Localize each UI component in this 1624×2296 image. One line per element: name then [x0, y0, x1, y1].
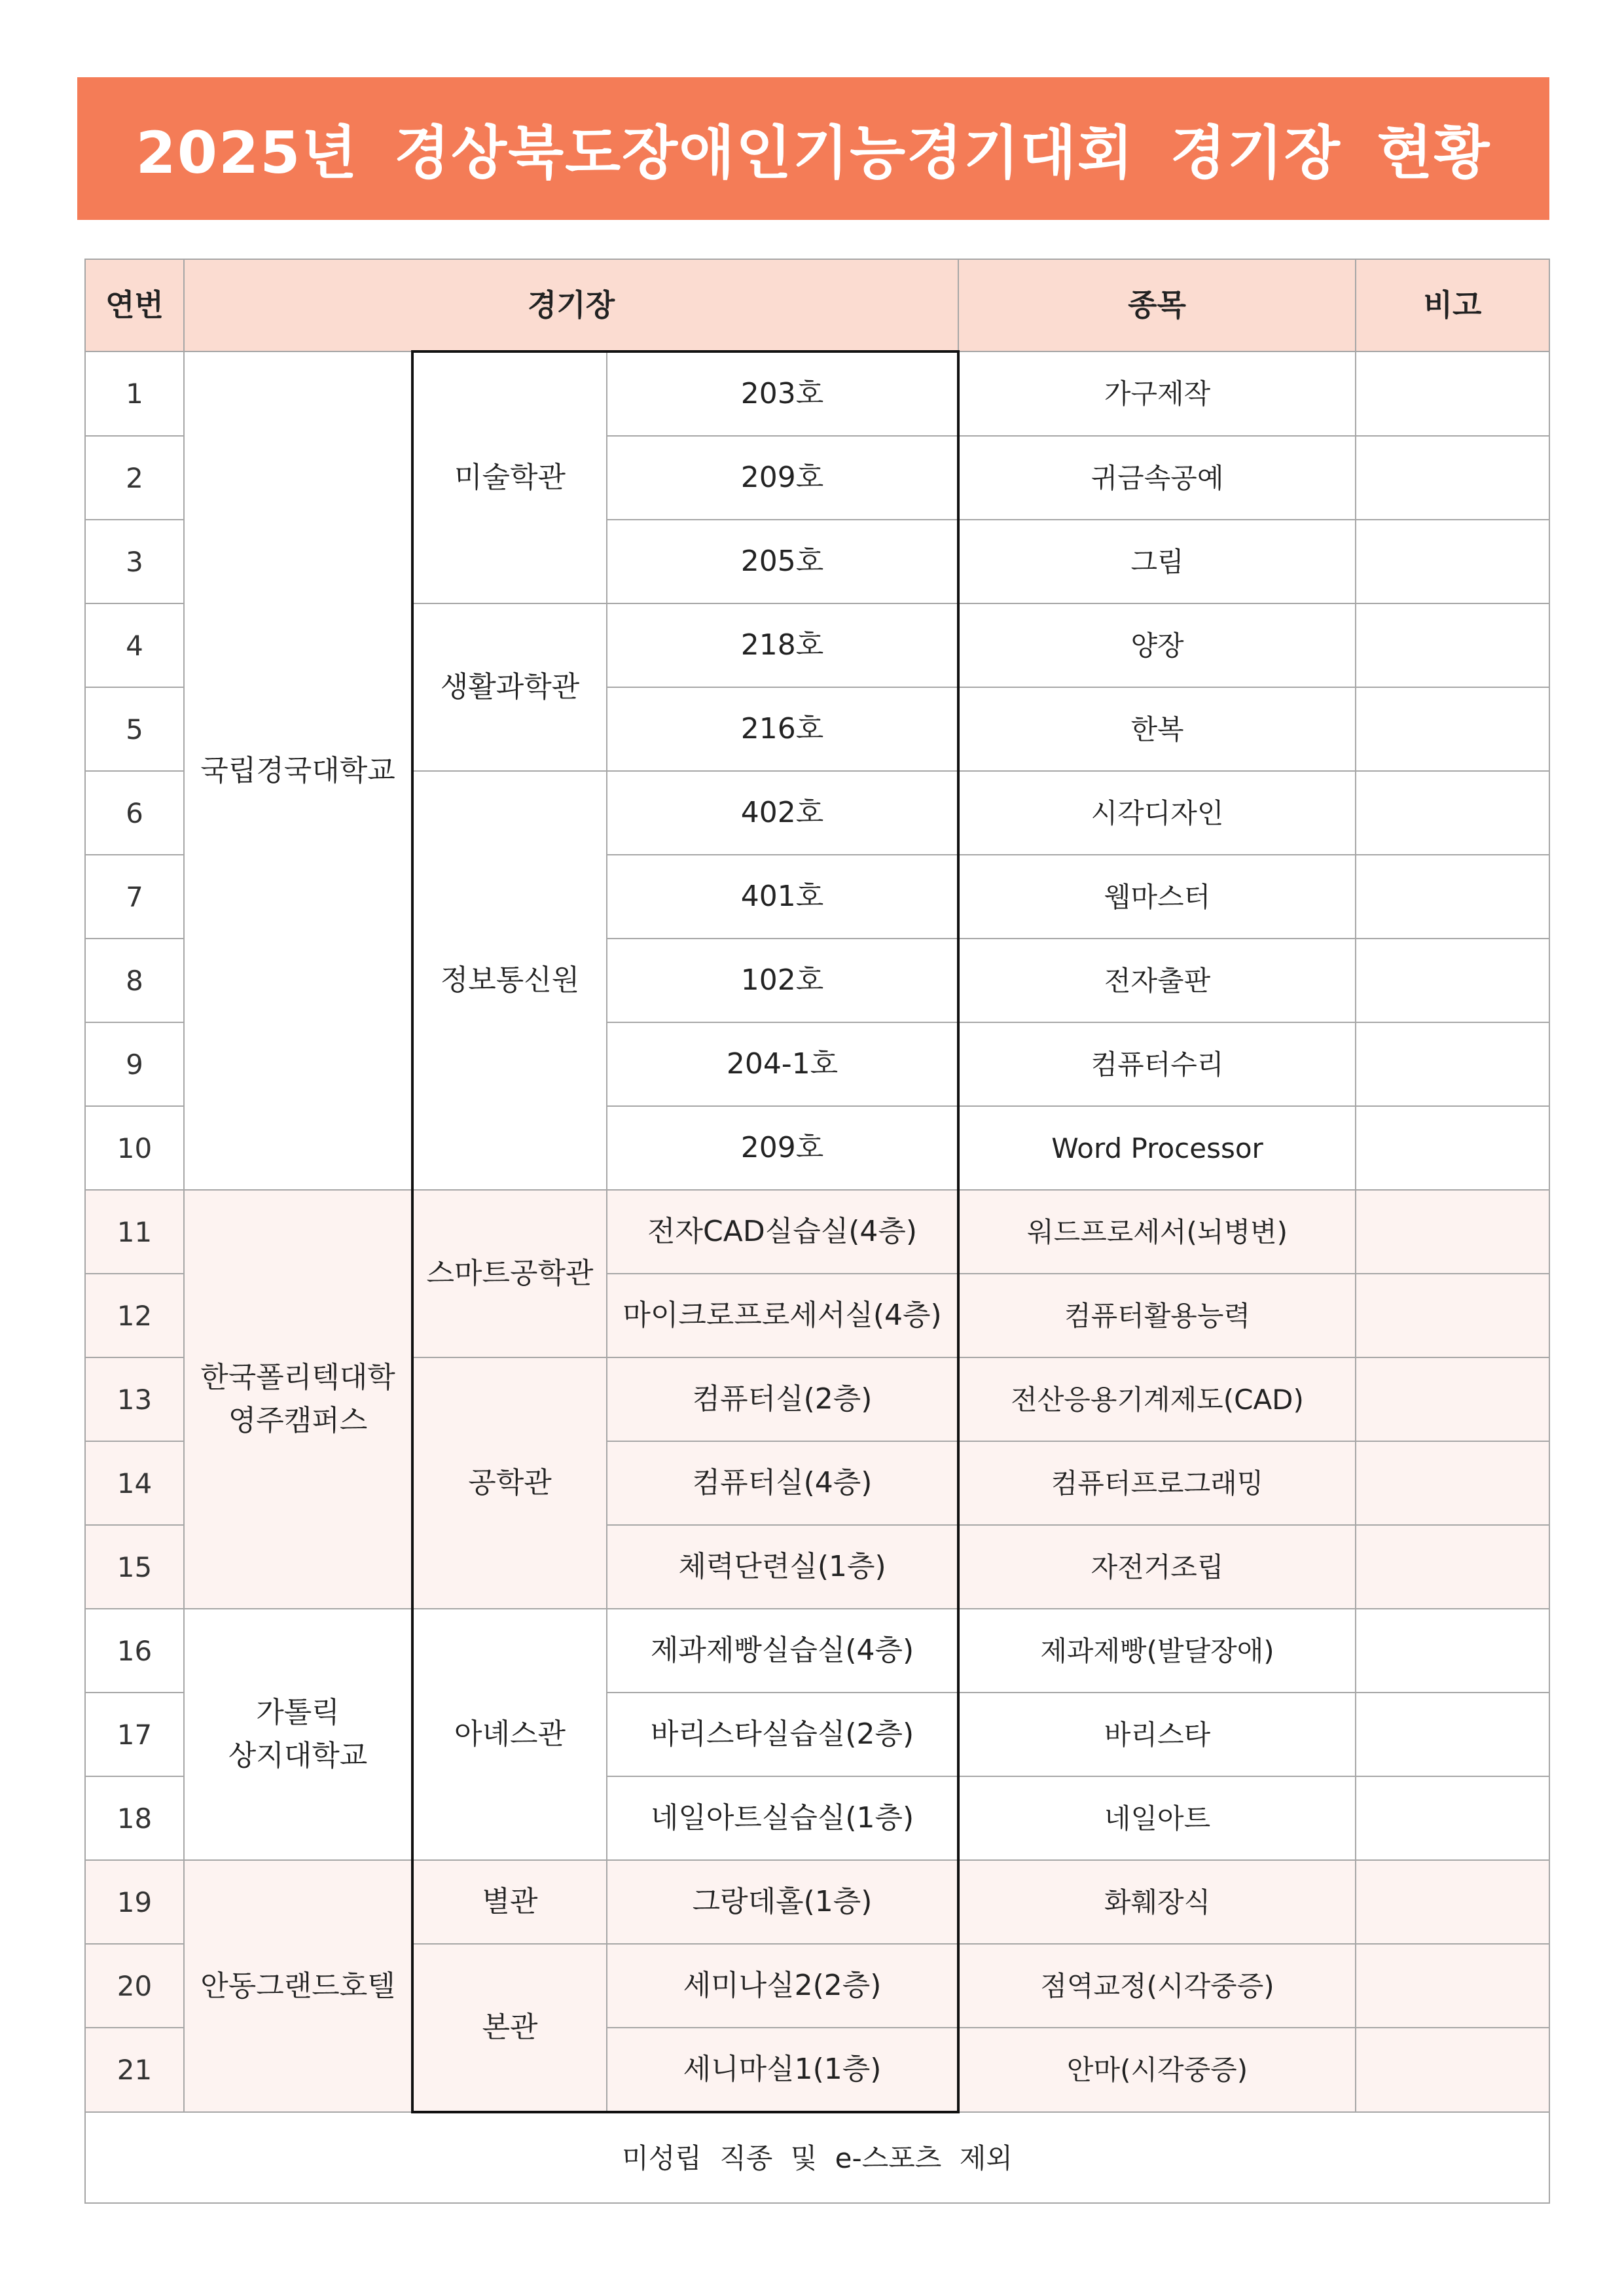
note-cell: [1356, 855, 1549, 939]
title-banner: [77, 77, 1549, 220]
note-cell: [1356, 603, 1549, 687]
event-name: 시각디자인: [958, 771, 1356, 855]
school-name: [184, 1190, 412, 1609]
row-number: 16: [85, 1609, 184, 1693]
table-row: [85, 1190, 1549, 1274]
building-name: 아녜스관: [412, 1609, 607, 1860]
row-number: 21: [85, 2028, 184, 2112]
building-name: 미술학관: [412, 351, 607, 603]
room-name: 제과제빵실습실(4층): [607, 1609, 958, 1693]
event-name: 컴퓨터활용능력: [958, 1274, 1356, 1357]
row-number: 2: [85, 436, 184, 520]
event-name: 귀금속공예: [958, 436, 1356, 520]
row-number: 20: [85, 1944, 184, 2028]
row-number: 11: [85, 1190, 184, 1274]
row-number: 8: [85, 939, 184, 1022]
row-number: 1: [85, 351, 184, 436]
room-name: 세미나실2(2층): [607, 1944, 958, 2028]
header-note: 비고: [1356, 259, 1549, 351]
room-name: 그랑데홀(1층): [607, 1860, 958, 1944]
note-cell: [1356, 1357, 1549, 1441]
note-cell: [1356, 1441, 1549, 1525]
school-name-line2: 영주캠퍼스: [228, 1404, 368, 1437]
room-name: 컴퓨터실(4층): [607, 1441, 958, 1525]
footer-note: 미성립 직종 및 e-스포츠 제외: [85, 2112, 1549, 2203]
building-name: 정보통신원: [412, 771, 607, 1190]
event-name: 워드프로세서(뇌병변): [958, 1190, 1356, 1274]
row-number: 4: [85, 603, 184, 687]
note-cell: [1356, 1022, 1549, 1106]
header-event: 종목: [958, 259, 1356, 351]
event-name: 점역교정(시각중증): [958, 1944, 1356, 2028]
event-name: 네일아트: [958, 1776, 1356, 1860]
room-name: 체력단련실(1층): [607, 1525, 958, 1609]
row-number: 3: [85, 520, 184, 603]
note-cell: [1356, 436, 1549, 520]
note-cell: [1356, 1860, 1549, 1944]
room-name: 바리스타실습실(2층): [607, 1693, 958, 1776]
note-cell: [1356, 1106, 1549, 1190]
row-number: 5: [85, 687, 184, 771]
event-name: 컴퓨터수리: [958, 1022, 1356, 1106]
row-number: 12: [85, 1274, 184, 1357]
room-name: 216호: [607, 687, 958, 771]
school-name: 안동그랜드호텔: [184, 1860, 412, 2112]
page-title: 2025년 경상북도장애인기능경기대회 경기장 현황: [135, 119, 1491, 187]
row-number: 7: [85, 855, 184, 939]
building-name: 생활과학관: [412, 603, 607, 771]
room-name: 203호: [607, 351, 958, 436]
room-name: 218호: [607, 603, 958, 687]
row-number: 15: [85, 1525, 184, 1609]
row-number: 19: [85, 1860, 184, 1944]
table-row: [85, 1860, 1549, 1944]
event-name: 전자출판: [958, 939, 1356, 1022]
room-name: 401호: [607, 855, 958, 939]
row-number: 9: [85, 1022, 184, 1106]
event-name: 전산응용기계제도(CAD): [958, 1357, 1356, 1441]
row-number: 6: [85, 771, 184, 855]
row-number: 18: [85, 1776, 184, 1860]
school-name-line2: 상지대학교: [228, 1739, 368, 1772]
note-cell: [1356, 1274, 1549, 1357]
note-cell: [1356, 771, 1549, 855]
room-name: 209호: [607, 436, 958, 520]
note-cell: [1356, 687, 1549, 771]
row-number: 13: [85, 1357, 184, 1441]
note-cell: [1356, 939, 1549, 1022]
event-name: Word Processor: [958, 1106, 1356, 1190]
note-cell: [1356, 1693, 1549, 1776]
event-name: 안마(시각중증): [958, 2028, 1356, 2112]
note-cell: [1356, 1525, 1549, 1609]
event-name: 자전거조립: [958, 1525, 1356, 1609]
note-cell: [1356, 1609, 1549, 1693]
room-name: 컴퓨터실(2층): [607, 1357, 958, 1441]
header-venue: 경기장: [184, 259, 958, 351]
note-cell: [1356, 2028, 1549, 2112]
note-cell: [1356, 1190, 1549, 1274]
school-name: [184, 1609, 412, 1860]
building-name: 스마트공학관: [412, 1190, 607, 1357]
event-name: 양장: [958, 603, 1356, 687]
event-name: 바리스타: [958, 1693, 1356, 1776]
room-name: 102호: [607, 939, 958, 1022]
table-header-row: [85, 259, 1549, 351]
school-name-line1: 한국폴리텍대학: [200, 1361, 395, 1394]
room-name: 전자CAD실습실(4층): [607, 1190, 958, 1274]
note-cell: [1356, 520, 1549, 603]
building-name: 공학관: [412, 1357, 607, 1609]
note-cell: [1356, 1944, 1549, 2028]
building-name: 별관: [412, 1860, 607, 1944]
table-row: [85, 1609, 1549, 1693]
room-name: 네일아트실습실(1층): [607, 1776, 958, 1860]
event-name: 컴퓨터프로그래밍: [958, 1441, 1356, 1525]
header-no: 연번: [85, 259, 184, 351]
room-name: 마이크로프로세서실(4층): [607, 1274, 958, 1357]
row-number: 14: [85, 1441, 184, 1525]
room-name: 세니마실1(1층): [607, 2028, 958, 2112]
event-name: 그림: [958, 520, 1356, 603]
room-name: 402호: [607, 771, 958, 855]
note-cell: [1356, 351, 1549, 436]
event-name: 웹마스터: [958, 855, 1356, 939]
event-name: 제과제빵(발달장애): [958, 1609, 1356, 1693]
room-name: 209호: [607, 1106, 958, 1190]
room-name: 204-1호: [607, 1022, 958, 1106]
venue-table: [84, 259, 1550, 2204]
school-name-line1: 가톨릭: [256, 1696, 340, 1729]
row-number: 10: [85, 1106, 184, 1190]
event-name: 화훼장식: [958, 1860, 1356, 1944]
event-name: 가구제작: [958, 351, 1356, 436]
school-name: 국립경국대학교: [184, 351, 412, 1190]
building-name: 본관: [412, 1944, 607, 2112]
row-number: 17: [85, 1693, 184, 1776]
table-row: [85, 351, 1549, 436]
note-cell: [1356, 1776, 1549, 1860]
event-name: 한복: [958, 687, 1356, 771]
footer-row: [85, 2112, 1549, 2203]
room-name: 205호: [607, 520, 958, 603]
